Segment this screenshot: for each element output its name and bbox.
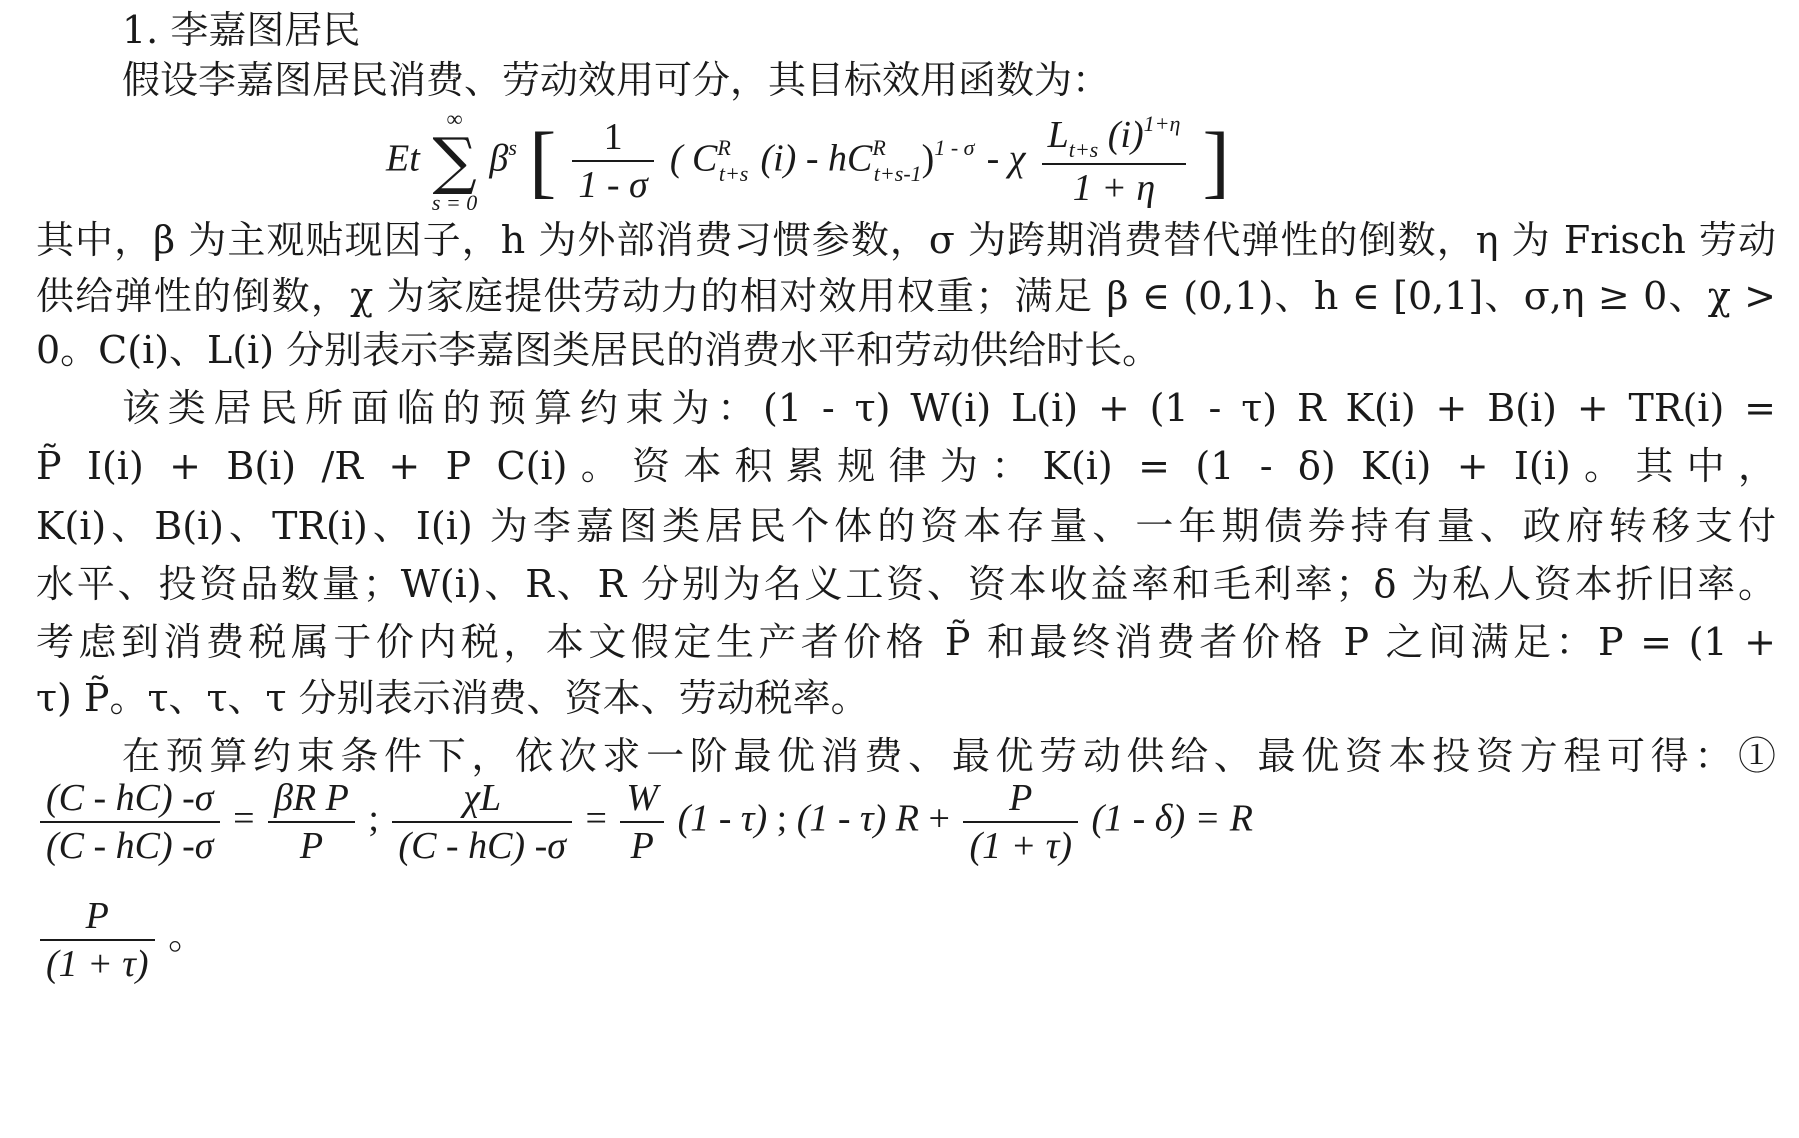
left-bracket: [ bbox=[528, 115, 557, 206]
intro-sentence bbox=[122, 50, 1110, 110]
summation bbox=[432, 108, 477, 214]
paragraph-3-line-1: 在预算约束条件下，依次求一阶最优消费、最优劳动供给、最优资本投资方程可得：① bbox=[122, 734, 1776, 778]
right-bracket: ] bbox=[1202, 115, 1230, 206]
sum-symbol: ∑ bbox=[432, 124, 477, 197]
foc-equations-row: $\frac{(C - hC) -\sigma}{(C - hC) -\sigma}$ = $\frac{\text{βR P}}{P}$ ; $\frac{\chi L}{(C - hC) -\sigma}$ = $\frac{W}{P}$ (1 - τ) ; (1 - τ) R + $\frac{P}{(1 + \tau)}$ (1 - δ) = R bbox=[36, 775, 1253, 869]
sum-lower-limit: s = 0 bbox=[431, 190, 478, 215]
utility-equation: Et ∞ ∑ s = 0 $\beta^s$ [ $\frac{1}{1 - \sigma}$ ( $C^R_{t+s}$ $(i) - hC^R_{t+s-1})^{1 - \sigma}$ - χ $\frac{L_{t+s} (i)^{1+\eta}}{1 + \eta}$ ] bbox=[386, 106, 1230, 215]
habit-term: (i) - hC bbox=[760, 137, 873, 180]
fraction-denominator: 1 - σ bbox=[578, 164, 648, 206]
paragraph-2-line-3: K(i)、B(i)、TR(i)、I(i) 为李嘉图类居民个体的资本存量、一年期债券持有量、政府转移支付 bbox=[36, 504, 1776, 548]
foc-equations-continuation bbox=[36, 893, 206, 987]
paragraph-2-line-4: 水平、投资品数量；W(i)、R、R 分别为名义工资、资本收益率和毛利率；δ 为私人资本折旧率。 bbox=[36, 562, 1776, 606]
consumption-fraction bbox=[572, 114, 653, 208]
section-heading-text: 1. 李嘉图居民 bbox=[122, 8, 361, 52]
investment-tail: (1 - δ) = R bbox=[1091, 797, 1253, 840]
labor-weight: - χ bbox=[986, 137, 1026, 180]
paragraph-1-line-1: 其中，β 为主观贴现因子，h 为外部消费习惯参数，σ 为跨期消费替代弹性的倒数，η 为 Frisch 劳动 bbox=[36, 218, 1776, 262]
expectation-operator: Et bbox=[386, 137, 420, 180]
investment-price-fraction: $\frac{P}{(1 + \tau)}$ bbox=[963, 775, 1078, 869]
paragraph-1-line-3: 0。C(i)、L(i) 分别表示李嘉图类居民的消费水平和劳动供给时长。 bbox=[36, 328, 1161, 372]
labor-supply-rhs-fraction: $\frac{W}{P}$ bbox=[620, 775, 664, 869]
discount-beta: β bbox=[489, 137, 509, 180]
paragraph-2-line-6: τ) P̃。τ、τ、τ 分别表示消费、资本、劳动税率。 bbox=[36, 676, 869, 720]
fraction-numerator: 1 bbox=[572, 114, 653, 162]
paragraph-1-line-2: 供给弹性的倒数，χ 为家庭提供劳动力的相对效用权重；满足 β ∈ (0,1)、h ∈ [0,1]、σ,η ≥ 0、χ > bbox=[36, 274, 1776, 318]
equation-end-mark: 。 bbox=[168, 915, 207, 958]
sum-upper-limit: ∞ bbox=[446, 106, 463, 131]
labor-supply-lhs-fraction: $\frac{\chi L}{(C - hC) -\sigma}$ bbox=[392, 775, 572, 869]
price-ratio-fraction: $\frac{P}{(1 + \tau)}$ bbox=[40, 893, 155, 987]
labor-supply-tail: (1 - τ) bbox=[677, 797, 768, 840]
labor-denominator: 1 + η bbox=[1072, 166, 1156, 209]
labor-numerator: $L_{t+s}$ $(i)^{1+\eta}$ bbox=[1042, 112, 1187, 165]
consumption-term: ( C bbox=[669, 137, 718, 180]
investment-lhs: (1 - τ) R bbox=[796, 797, 919, 840]
euler-lhs-fraction: $\frac{(C - hC) -\sigma}{(C - hC) -\sigma}$ bbox=[40, 775, 220, 869]
euler-rhs-fraction: $\frac{\text{βR P}}{P}$ bbox=[268, 775, 355, 869]
beta-exponent: s bbox=[508, 134, 517, 160]
consumption-exponent: 1 - σ bbox=[934, 134, 975, 160]
paragraph-2-line-5: 考虑到消费税属于价内税，本文假定生产者价格 P̃ 和最终消费者价格 P 之间满足：P = (1 + bbox=[36, 620, 1776, 664]
intro-text: 假设李嘉图居民消费、劳动效用可分，其目标效用函数为： bbox=[122, 58, 1111, 102]
paragraph-2-line-2: P̃ I(i) + B(i) /R + P C(i)。资本积累规律为：K(i) = (1 - δ) K(i) + I(i)。其中， bbox=[36, 444, 1776, 488]
labor-fraction bbox=[1042, 112, 1187, 211]
paragraph-2-line-1: 该类居民所面临的预算约束为：(1 - τ) W(i) L(i) + (1 - τ) R K(i) + B(i) + TR(i) = bbox=[122, 386, 1776, 430]
